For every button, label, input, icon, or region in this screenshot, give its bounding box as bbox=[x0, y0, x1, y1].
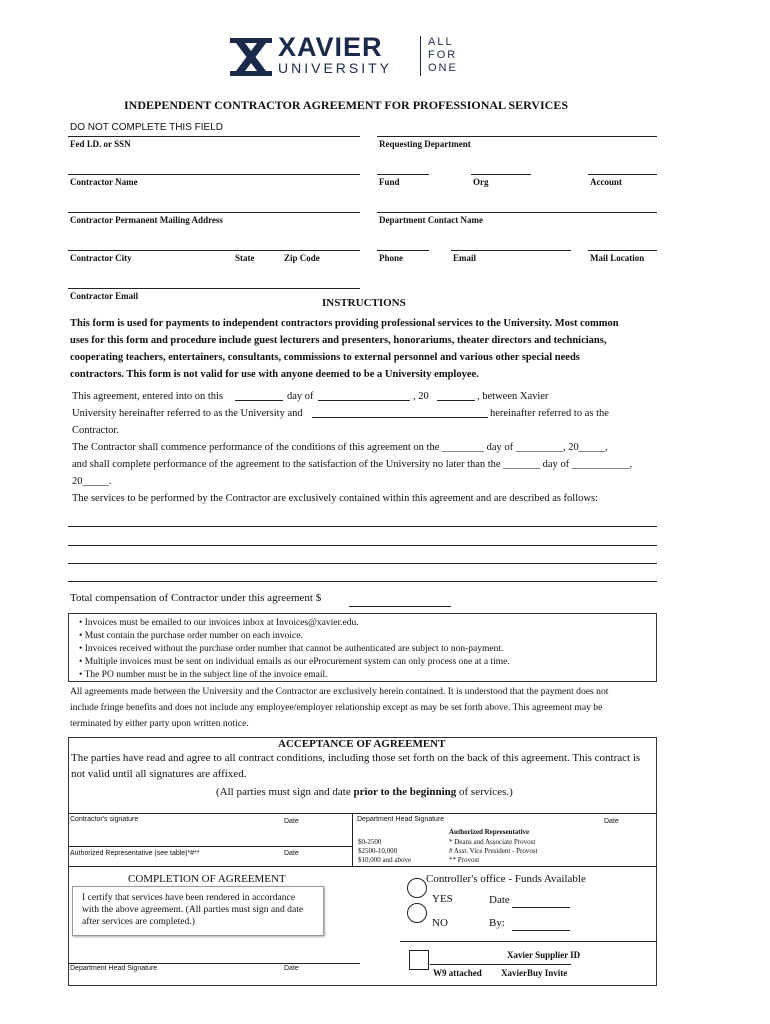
do-not-complete-note: DO NOT COMPLETE THIS FIELD bbox=[70, 122, 223, 133]
instructions-line-4: contractors. This form is not valid for use with anyone deemed to be a University employee. bbox=[70, 369, 479, 380]
page-title: INDEPENDENT CONTRACTOR AGREEMENT FOR PROFESSIONAL SERVICES bbox=[124, 98, 568, 112]
acceptance-text-1: The parties have read and agree to all contract conditions, including those set forth on the back of this agreement. This contract is bbox=[71, 752, 641, 764]
logo-sub: UNIVERSITY bbox=[278, 60, 393, 76]
sig-line bbox=[68, 813, 657, 814]
sig-line bbox=[68, 866, 657, 867]
email-field[interactable]: Email bbox=[453, 253, 477, 263]
invoice-list bbox=[79, 617, 656, 682]
compensation-label: Total compensation of Contractor under this agreement $ bbox=[70, 592, 322, 604]
instructions-line-3: cooperating teachers, entertainers, consultants, commissions to external personnel and various other special needs bbox=[70, 352, 580, 363]
logo bbox=[230, 32, 462, 80]
controller-date-input[interactable] bbox=[512, 907, 570, 908]
agreement-l2b: hereinafter referred to as the bbox=[490, 408, 609, 419]
auth-rep-date-field[interactable]: Date bbox=[284, 850, 299, 857]
fed-id-field[interactable]: Fed I.D. or SSN bbox=[70, 139, 131, 149]
instructions-heading: INSTRUCTIONS bbox=[322, 297, 406, 309]
yes-label: YES bbox=[432, 893, 453, 905]
sig-divider bbox=[352, 813, 353, 866]
supplier-id-input[interactable] bbox=[430, 964, 571, 965]
phone-field[interactable]: Phone bbox=[379, 253, 404, 263]
account-field[interactable]: Account bbox=[590, 177, 622, 187]
services-line[interactable] bbox=[68, 545, 657, 546]
acceptance-heading: ACCEPTANCE OF AGREEMENT bbox=[278, 738, 446, 750]
divider bbox=[400, 941, 657, 942]
instructions-line-2: uses for this form and procedure include guest lecturers and presenters, honorariums, theater directors and technicians, bbox=[70, 335, 607, 346]
sig-line bbox=[68, 963, 360, 964]
list-item: • Multiple invoices must be sent on individual emails as our eProcurement system can only process one at a time. bbox=[79, 657, 510, 667]
w9-checkbox[interactable] bbox=[409, 950, 429, 970]
completion-date-field[interactable]: Date bbox=[284, 965, 299, 972]
state-field[interactable]: State bbox=[235, 253, 255, 263]
department-contact-field[interactable]: Department Contact Name bbox=[379, 215, 483, 225]
zip-field[interactable]: Zip Code bbox=[284, 253, 320, 263]
agreement-l3: Contractor. bbox=[72, 425, 119, 436]
instructions-line-1: This form is used for payments to independent contractors providing professional services to the University. Most common bbox=[70, 318, 619, 329]
field-line bbox=[377, 250, 429, 251]
field-line bbox=[588, 174, 657, 175]
field-line bbox=[68, 212, 360, 213]
agreement-l1d: , between Xavier bbox=[477, 391, 549, 402]
org-field[interactable]: Org bbox=[473, 177, 489, 187]
blank-line[interactable] bbox=[318, 400, 410, 401]
contractor-date-field[interactable]: Date bbox=[284, 818, 299, 825]
completion-dept-head-field[interactable]: Department Head Signature bbox=[70, 965, 158, 972]
services-line[interactable] bbox=[68, 526, 657, 527]
rep-list: * Deans and Associate Provost # Asst. Vice President - Provost ** Provost bbox=[449, 838, 538, 864]
field-line bbox=[377, 174, 429, 175]
auth-rep-signature-field[interactable]: Authorized Representative (see table)*#** bbox=[70, 850, 200, 857]
no-radio[interactable] bbox=[407, 903, 427, 923]
dept-head-signature-field[interactable]: Department Head Signature bbox=[357, 816, 445, 823]
contractor-name-field[interactable]: Contractor Name bbox=[70, 177, 138, 187]
blank-line[interactable] bbox=[437, 400, 475, 401]
acceptance-text-2: not valid until all signatures are affixed. bbox=[71, 768, 247, 780]
supplier-id-label: Xavier Supplier ID bbox=[507, 950, 581, 960]
w9-label: W9 attached bbox=[433, 968, 482, 978]
field-line bbox=[68, 174, 360, 175]
logo-tagline-1: ALL bbox=[428, 36, 454, 48]
xavier-x-icon bbox=[230, 38, 272, 76]
agreement-l4: The Contractor shall commence performance of the conditions of this agreement on the ________ day of _________, 20_____, bbox=[72, 442, 608, 453]
list-item: • Must contain the purchase order number on each invoice. bbox=[79, 631, 303, 641]
agreement-l1c: , 20 bbox=[413, 391, 429, 402]
blank-line[interactable] bbox=[312, 417, 488, 418]
controller-by-label: By: bbox=[489, 917, 505, 929]
list-item: • The PO number must be in the subject line of the invoice email. bbox=[79, 670, 328, 680]
acceptance-note: (All parties must sign and date prior to the beginning of services.) bbox=[216, 786, 513, 798]
contractor-signature-field[interactable]: Contractor's signature bbox=[70, 816, 139, 823]
xavierbuy-label: XavierBuy Invite bbox=[501, 968, 568, 978]
logo-tagline-2: FOR bbox=[428, 49, 458, 61]
auth-rep-heading: Authorized Representative bbox=[449, 828, 530, 836]
agreement-l6: 20_____. bbox=[72, 476, 112, 487]
city-field[interactable]: Contractor City bbox=[70, 253, 132, 263]
controller-heading: Controller's office - Funds Available bbox=[426, 873, 586, 885]
completion-heading: COMPLETION OF AGREEMENT bbox=[128, 873, 286, 885]
amount-list: $0-2500 $2500-10,000 $10,000 and above bbox=[358, 838, 412, 864]
mailing-address-field[interactable]: Contractor Permanent Mailing Address bbox=[70, 215, 223, 225]
field-line bbox=[68, 250, 360, 251]
blank-line[interactable] bbox=[235, 400, 283, 401]
agreement-l5: and shall complete performance of the agreement to the satisfaction of the University no later than the _______ day of ___________, bbox=[72, 459, 633, 470]
dept-head-date-field[interactable]: Date bbox=[604, 818, 619, 825]
contractor-email-field[interactable]: Contractor Email bbox=[70, 291, 139, 301]
controller-by-input[interactable] bbox=[512, 930, 570, 931]
completion-text: I certify that services have been rendered in accordance with the above agreement. (All parties must sign and date after services are completed.) bbox=[82, 892, 304, 927]
requesting-department-field[interactable]: Requesting Department bbox=[379, 139, 471, 149]
services-line[interactable] bbox=[68, 581, 657, 582]
mail-location-field[interactable]: Mail Location bbox=[590, 253, 645, 263]
services-line[interactable] bbox=[68, 563, 657, 564]
field-line bbox=[377, 212, 657, 213]
list-item: • Invoices received without the purchase order number that cannot be authenticated are subject to non-payment. bbox=[79, 644, 504, 654]
logo-name: XAVIER bbox=[278, 32, 383, 62]
field-line bbox=[68, 288, 360, 289]
fund-field[interactable]: Fund bbox=[379, 177, 400, 187]
no-label: NO bbox=[432, 917, 448, 929]
agreement-l2a: University hereinafter referred to as the University and bbox=[72, 408, 303, 419]
field-line bbox=[451, 250, 571, 251]
yes-radio[interactable] bbox=[407, 878, 427, 898]
sig-line bbox=[68, 846, 352, 847]
controller-date-label: Date bbox=[489, 894, 510, 906]
list-item: • Invoices must be emailed to our invoices inbox at Invoices@xavier.edu. bbox=[79, 618, 359, 628]
field-line bbox=[68, 136, 360, 137]
agreement-l7: The services to be performed by the Contractor are exclusively contained within this agreement and are described as follows: bbox=[72, 493, 598, 504]
field-line bbox=[471, 174, 531, 175]
all-agreements-text: All agreements made between the University and the Contractor are exclusively herein contained. It is understood that the payment does not include fringe benefits and does not include any employee/employer relationship except as may be set forth above. This agreement may be terminated by either party upon written notice. bbox=[70, 686, 609, 729]
agreement-l1b: day of bbox=[287, 391, 314, 402]
compensation-input[interactable] bbox=[349, 606, 451, 607]
logo-tagline-3: ONE bbox=[428, 62, 458, 74]
field-line bbox=[377, 136, 657, 137]
logo-divider bbox=[420, 36, 421, 76]
agreement-l1a: This agreement, entered into on this bbox=[72, 391, 224, 402]
field-line bbox=[588, 250, 657, 251]
invoice-box bbox=[68, 613, 657, 682]
